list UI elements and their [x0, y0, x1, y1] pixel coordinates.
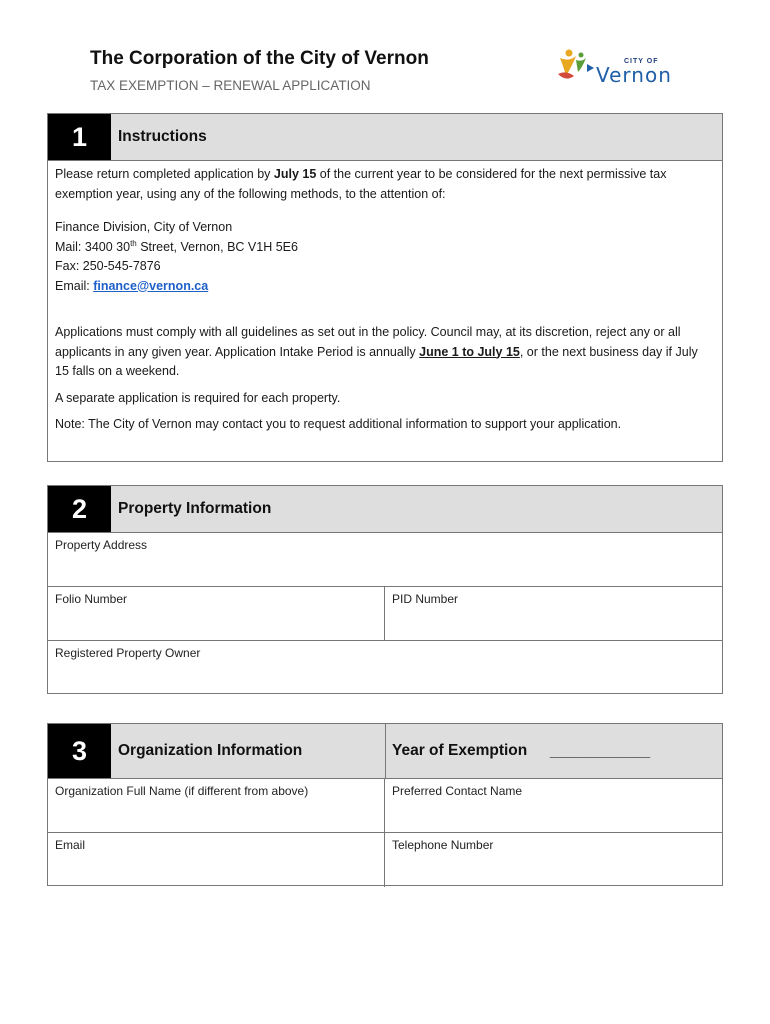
email-phone-row — [48, 833, 722, 887]
section-header — [48, 724, 722, 779]
policy-text: Applications must comply with all guidelines as set out in the policy. Council may, at its discretion, reject any or all applicants in any given year. Application Intake Period is annually June 1 to July 15, or the next business day if July 15 falls on a weekend. — [55, 325, 698, 378]
city-logo — [554, 46, 674, 86]
contact-email: Email: finance@vernon.ca — [55, 278, 209, 293]
section-title: Instructions — [118, 128, 207, 145]
instructions-intro: Please return completed application by July 15 of the current year to be considered for the next permissive tax exemption year, using any of the following methods, to the attention of: — [55, 167, 667, 201]
section-header — [48, 114, 722, 161]
year-of-exemption-label: Year of Exemption — [392, 742, 528, 759]
pid-number-field[interactable]: PID Number — [392, 592, 459, 606]
folio-pid-row — [48, 587, 722, 641]
property-address-field[interactable]: Property Address — [55, 538, 148, 552]
year-of-exemption-field[interactable]: ____________ — [550, 742, 651, 760]
contact-fax: Fax: 250-545-7876 — [55, 259, 161, 273]
property-address-row — [48, 533, 722, 587]
owner-row — [48, 641, 722, 695]
contact-mail: Mail: 3400 30th Street, Vernon, BC V1H 5E6 — [55, 238, 298, 254]
contact-division: Finance Division, City of Vernon — [55, 220, 233, 234]
email-link[interactable]: finance@vernon.ca — [93, 278, 209, 293]
section-property — [47, 485, 723, 694]
contact-note: Note: The City of Vernon may contact you to request additional information to support your application. — [55, 417, 622, 431]
section-number: 2 — [48, 486, 111, 532]
logo-wordmark: Vernon — [596, 63, 672, 87]
page-title: The Corporation of the City of Vernon — [90, 48, 429, 69]
logo-figures-icon — [554, 46, 598, 86]
instructions-body — [48, 161, 722, 443]
organization-name-field[interactable]: Organization Full Name (if different from above) — [48, 779, 385, 832]
section-organization — [47, 723, 723, 886]
contact-name-field[interactable]: Preferred Contact Name — [392, 784, 523, 798]
registered-owner-field[interactable]: Registered Property Owner — [55, 646, 201, 660]
section-header — [48, 486, 722, 533]
telephone-field[interactable]: Telephone Number — [392, 838, 494, 852]
folio-number-field[interactable]: Folio Number — [48, 587, 385, 640]
org-contact-row — [48, 779, 722, 833]
email-field[interactable]: Email — [48, 833, 385, 887]
section-instructions — [47, 113, 723, 462]
section-number: 3 — [48, 724, 111, 778]
page-subtitle: TAX EXEMPTION – RENEWAL APPLICATION — [90, 78, 371, 93]
separate-application-note: A separate application is required for each property. — [55, 390, 341, 405]
section-title: Property Information — [118, 500, 272, 517]
section-number: 1 — [48, 114, 111, 160]
section-title: Organization Information — [118, 742, 303, 759]
logo-city-of: CITY OF — [624, 58, 659, 65]
